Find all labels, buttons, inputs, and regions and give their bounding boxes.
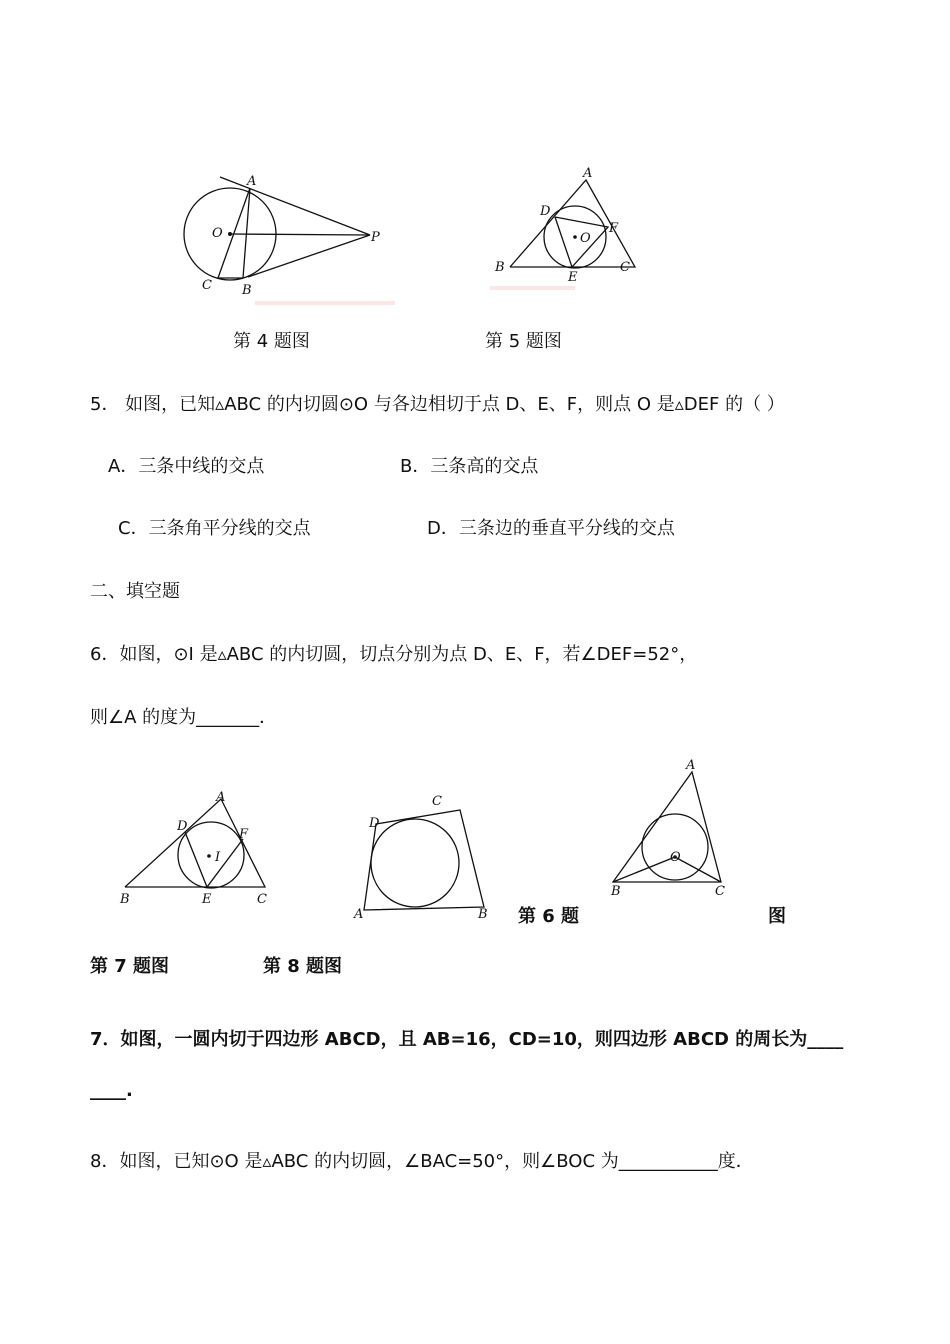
fig8-label-a: A: [686, 758, 696, 773]
q6-line2: 则∠A 的度为_______．: [90, 707, 278, 728]
fig5-label-c: C: [620, 260, 630, 275]
q7-line2: ____.: [90, 1080, 133, 1101]
fig7-label-d: D: [369, 816, 380, 831]
fig6-label-b: B: [120, 892, 130, 907]
fig4-label-p: P: [371, 230, 380, 245]
caption-figure-4: 第 4 题图: [233, 331, 310, 352]
fig8-label-b: B: [611, 884, 621, 899]
figure-q6-diagram: [115, 785, 285, 910]
q8-text: 8．如图，已知⊙O 是▵ABC 的内切圆，∠BAC=50°，则∠BOC 为___________度．: [90, 1151, 754, 1172]
q7-line1: 7．如图，一圆内切于四边形 ABCD，且 AB=16，CD=10，则四边形 ABCD 的周长为____: [90, 1029, 844, 1050]
fig8-label-c: C: [715, 884, 725, 899]
fig4-label-c: C: [202, 278, 212, 293]
fig5-label-a: A: [583, 166, 593, 181]
fig5-label-f: F: [609, 221, 619, 236]
fig6-label-e: E: [202, 892, 212, 907]
fig5-label-d: D: [540, 204, 551, 219]
fig7-label-b: B: [478, 907, 488, 922]
fig7-label-a: A: [354, 907, 364, 922]
caption-figure-7: 第 7 题图: [90, 956, 170, 977]
fig5-label-e: E: [568, 270, 578, 285]
section-2-title: 二、填空题: [90, 581, 180, 602]
fig4-label-o: O: [212, 226, 223, 241]
fig8-label-o: O: [670, 850, 681, 865]
fig7-label-c: C: [432, 794, 442, 809]
figure-4-diagram: [170, 165, 410, 315]
fig4-label-a: A: [247, 174, 257, 189]
q5-option-d: D．三条边的垂直平分线的交点: [427, 518, 675, 539]
figure-q7-diagram: [345, 790, 505, 925]
q5-stem: 5． 如图，已知▵ABC 的内切圆⊙O 与各边相切于点 D、E、F，则点 O 是▵DEF 的（ ）: [90, 394, 785, 415]
q5-option-a: A．三条中线的交点: [108, 456, 265, 477]
fig6-label-a: A: [216, 790, 226, 805]
q5-option-b: B．三条高的交点: [400, 456, 539, 477]
fig5-label-b: B: [495, 260, 505, 275]
figure-5-diagram: [490, 165, 650, 295]
q6-line1: 6．如图，⊙I 是▵ABC 的内切圆，切点分别为点 D、E、F，若∠DEF=52°，: [90, 644, 698, 665]
fig4-label-b: B: [242, 283, 252, 298]
fig6-label-f: F: [239, 827, 249, 842]
caption-figure-8: 第 8 题图: [263, 956, 343, 977]
figure-q8-diagram: [605, 755, 740, 900]
fig6-label-d: D: [177, 819, 188, 834]
caption-figure-6-part2: 图: [768, 906, 786, 927]
fig6-label-i: I: [215, 850, 221, 865]
caption-figure-5: 第 5 题图: [485, 331, 562, 352]
fig5-label-o: O: [580, 231, 591, 246]
q5-option-c: C．三条角平分线的交点: [118, 518, 311, 539]
fig6-label-c: C: [257, 892, 267, 907]
caption-figure-6-part1: 第 6 题: [518, 906, 580, 927]
